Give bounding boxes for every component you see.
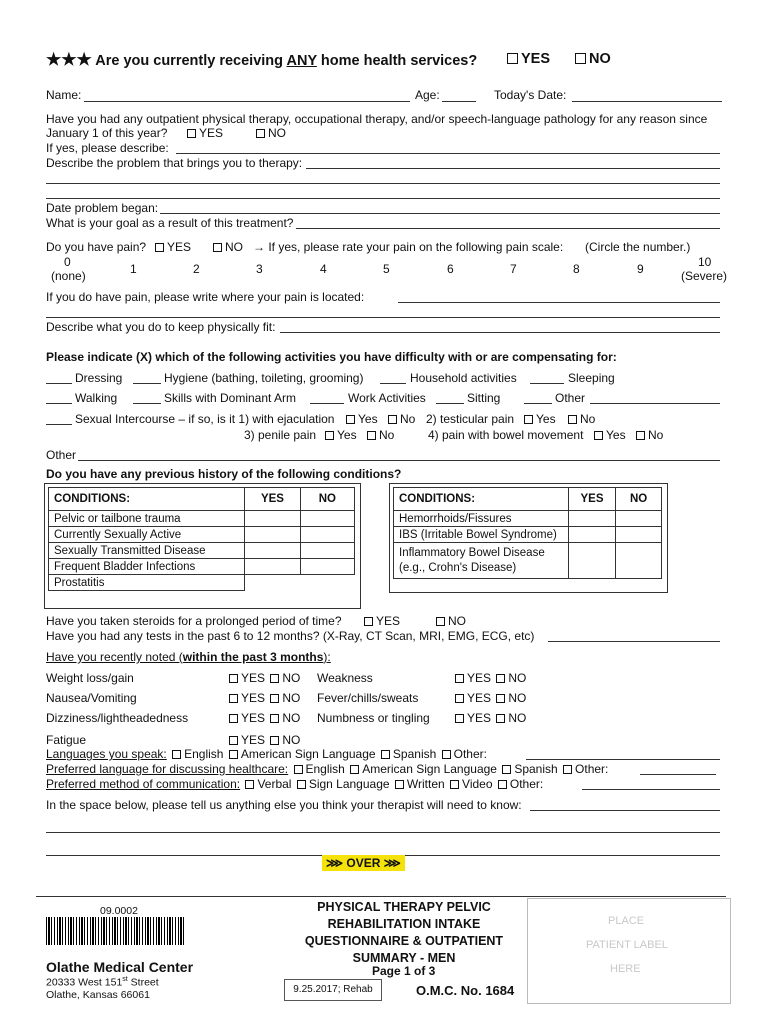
checkbox-icon[interactable]	[364, 617, 373, 626]
pain-scale-5[interactable]: 5	[383, 262, 390, 276]
no-cell[interactable]	[616, 543, 662, 579]
testicular-label: 2) testicular pain	[426, 412, 515, 426]
sleeping-label: Sleeping	[568, 371, 615, 385]
languages-speak-label: Languages you speak:	[46, 747, 167, 761]
goal-field[interactable]	[296, 228, 720, 229]
label-patient: PATIENT LABEL	[586, 939, 668, 951]
describe-problem-line[interactable]	[46, 183, 720, 184]
prior-therapy-question: Have you had any outpatient physical therapy, occupational therapy, and/or speech-language pathology for any reason since	[46, 112, 708, 126]
yes-label: Yes	[606, 428, 626, 442]
form-title	[282, 899, 526, 967]
omc-number: O.M.C. No. 1684	[416, 983, 515, 998]
table-row	[49, 559, 355, 575]
checkbox-icon[interactable]	[496, 714, 505, 723]
checkbox-icon[interactable]	[294, 765, 303, 774]
date-rehab-box: 9.25.2017; Rehab	[284, 979, 382, 1001]
pain-scale-2[interactable]: 2	[193, 262, 200, 276]
label-place: PLACE	[608, 915, 645, 927]
name-field[interactable]	[84, 101, 410, 102]
goal-label: What is your goal as a result of this treatment?	[46, 216, 294, 230]
condition-name: Hemorrhoids/Fissures	[394, 511, 569, 527]
no-label: NO	[282, 711, 301, 725]
checkbox-icon[interactable]	[245, 780, 254, 789]
pain-scale-9[interactable]: 9	[637, 262, 644, 276]
pain-location-line[interactable]	[46, 317, 720, 318]
discuss-language-label: Preferred language for discussing healthcare:	[46, 762, 289, 776]
col-no: NO	[300, 488, 354, 511]
no-cell[interactable]	[300, 559, 354, 575]
checkbox-icon[interactable]	[395, 780, 404, 789]
no-cell[interactable]	[300, 527, 354, 543]
symptom-label: Dizziness/lightheadedness	[46, 711, 189, 725]
asl-option: American Sign Language	[240, 747, 376, 761]
date-began-label: Date problem began:	[46, 201, 159, 215]
no-label: NO	[282, 733, 301, 747]
stars-icon: ★★★	[46, 50, 92, 69]
checkbox-icon[interactable]	[455, 674, 464, 683]
question-text: Are you currently receiving	[95, 53, 287, 69]
anything-else-label: In the space below, please tell us anything else you think your therapist will need to know:	[46, 798, 522, 812]
checkbox-icon[interactable]	[187, 129, 196, 138]
form-code: 09.0002	[100, 905, 138, 917]
prior-therapy-yes[interactable]	[185, 126, 223, 140]
sitting-label: Sitting	[467, 391, 501, 405]
penile-no[interactable]	[365, 428, 394, 442]
condition-name: Pelvic or tailbone trauma	[49, 511, 245, 527]
symptom-yes-no[interactable]	[453, 711, 526, 725]
work-label: Work Activities	[348, 391, 426, 405]
pain-scale-0[interactable]: 0	[64, 255, 71, 269]
keep-fit-label: Describe what you do to keep physically fit:	[46, 320, 276, 334]
dressing-label: Dressing	[75, 371, 123, 385]
yes-cell[interactable]	[568, 527, 615, 543]
describe-if-yes-field[interactable]	[176, 153, 720, 154]
barcode-image	[46, 917, 186, 945]
walking-blank[interactable]	[46, 403, 72, 404]
checkbox-icon[interactable]	[507, 53, 518, 64]
hygiene-label: Hygiene (bathing, toileting, grooming)	[164, 371, 364, 385]
no-label: NO	[448, 614, 466, 628]
work-blank[interactable]	[310, 403, 344, 404]
condition-name: Sexually Transmitted Disease	[49, 543, 245, 559]
sleeping-blank[interactable]	[530, 383, 564, 384]
checkbox-icon[interactable]	[172, 750, 181, 759]
col-yes: YES	[245, 488, 300, 511]
prior-therapy-no[interactable]	[254, 126, 286, 140]
describe-problem-line[interactable]	[46, 198, 720, 199]
since-jan-text: January 1 of this year?	[46, 126, 168, 140]
yes-label: YES	[467, 711, 492, 725]
checkbox-icon[interactable]	[350, 765, 359, 774]
yes-label: YES	[241, 691, 266, 705]
bowel-no[interactable]	[634, 428, 663, 442]
yes-cell[interactable]	[568, 543, 615, 579]
yes-cell[interactable]	[568, 511, 615, 527]
symptom-yes-no[interactable]	[453, 691, 526, 705]
yes-label: YES	[376, 614, 401, 628]
checkbox-icon[interactable]	[496, 674, 505, 683]
org-name: Olathe Medical Center	[46, 959, 194, 975]
steroids-no[interactable]	[434, 614, 466, 628]
checkbox-icon[interactable]	[524, 415, 533, 424]
prior-therapy-question-2	[46, 126, 167, 140]
penile-yes[interactable]	[323, 428, 357, 442]
table-row	[49, 527, 355, 543]
no-label: No	[379, 428, 395, 442]
languages-other-field[interactable]	[526, 759, 720, 760]
arrows-right-icon: ⋙	[326, 856, 344, 870]
col-conditions: CONDITIONS:	[394, 488, 569, 511]
dressing-blank[interactable]	[46, 383, 72, 384]
condition-name: Frequent Bladder Infections	[49, 559, 245, 575]
question-any: ANY	[286, 53, 317, 69]
anything-else-line[interactable]	[46, 832, 720, 833]
steroids-question: Have you taken steroids for a prolonged period of time?	[46, 614, 342, 628]
discuss-language-row	[46, 762, 608, 776]
pain-location-field[interactable]	[398, 302, 720, 303]
english-option: English	[305, 762, 345, 776]
condition-name-line2: (e.g., Crohn's Disease)	[399, 561, 517, 574]
conditions-table-left	[48, 487, 355, 591]
org-address-1	[46, 976, 159, 989]
written-option: Written	[406, 777, 445, 791]
communication-row	[46, 777, 543, 791]
other-option: Other:	[453, 747, 487, 761]
checkbox-icon[interactable]	[575, 53, 586, 64]
checkbox-icon[interactable]	[229, 714, 238, 723]
no-label: NO	[282, 691, 301, 705]
symptom-yes-no[interactable]	[227, 711, 300, 725]
question-text-post: home health services?	[316, 53, 478, 69]
col-conditions: CONDITIONS:	[49, 488, 245, 511]
checkbox-icon[interactable]	[346, 415, 355, 424]
pain-scale-8[interactable]: 8	[573, 262, 580, 276]
yes-label: YES	[167, 240, 192, 254]
recent-heading-post: ):	[323, 650, 331, 664]
checkbox-icon[interactable]	[594, 431, 603, 440]
pain-yes[interactable]	[153, 240, 191, 254]
symptom-yes-no[interactable]	[227, 691, 300, 705]
yes-label: YES	[241, 671, 266, 685]
recent-heading-bold: within the past 3 months	[182, 650, 324, 664]
name-label: Name:	[46, 88, 82, 102]
no-label: NO	[589, 51, 611, 67]
video-option: Video	[462, 777, 493, 791]
empty-cell	[245, 575, 300, 591]
sign-option: Sign Language	[308, 777, 390, 791]
pain-none-label: (none)	[51, 269, 86, 283]
table-row	[49, 511, 355, 527]
checkbox-icon[interactable]	[229, 736, 238, 745]
checkbox-icon[interactable]	[442, 750, 451, 759]
symptom-yes-no[interactable]	[453, 671, 526, 685]
other-activity-label: Other	[46, 448, 77, 462]
checkbox-icon[interactable]	[229, 674, 238, 683]
no-label: NO	[508, 691, 527, 705]
conditions-table-right	[393, 487, 662, 579]
symptom-yes-no[interactable]	[227, 671, 300, 685]
checkbox-icon[interactable]	[498, 780, 507, 789]
checkbox-icon[interactable]	[270, 674, 279, 683]
checkbox-icon[interactable]	[563, 765, 572, 774]
yes-cell[interactable]	[245, 559, 300, 575]
keep-fit-field[interactable]	[280, 332, 720, 333]
other-option: Other:	[509, 777, 544, 791]
other-activity-field[interactable]	[78, 460, 720, 461]
checkbox-icon[interactable]	[229, 750, 238, 759]
pain-scale-3[interactable]: 3	[256, 262, 263, 276]
describe-problem-field[interactable]	[306, 168, 720, 169]
sitting-blank[interactable]	[436, 403, 464, 404]
yes-cell[interactable]	[245, 511, 300, 527]
pain-scale-1[interactable]: 1	[130, 262, 137, 276]
arrows-right-icon: ⋙	[383, 856, 401, 870]
steroids-yes[interactable]	[362, 614, 400, 628]
checkbox-icon[interactable]	[229, 694, 238, 703]
symptom-yes-no[interactable]	[227, 733, 300, 747]
checkbox-icon[interactable]	[381, 750, 390, 759]
checkbox-icon[interactable]	[325, 431, 334, 440]
yes-label: YES	[467, 691, 492, 705]
checkbox-icon[interactable]	[297, 780, 306, 789]
checkbox-icon[interactable]	[155, 243, 164, 252]
spanish-option: Spanish	[514, 762, 558, 776]
home-health-question	[46, 50, 477, 70]
table-row	[394, 527, 662, 543]
title-line: SUMMARY - MEN	[352, 951, 456, 965]
condition-name: IBS (Irritable Bowel Syndrome)	[394, 527, 569, 543]
tests-field[interactable]	[548, 641, 720, 642]
other-label: Other	[555, 391, 586, 405]
sexual-blank[interactable]	[46, 424, 72, 425]
condition-name	[394, 543, 569, 579]
household-label: Household activities	[410, 371, 517, 385]
no-cell[interactable]	[616, 527, 662, 543]
no-cell[interactable]	[616, 511, 662, 527]
communication-label: Preferred method of communication:	[46, 777, 241, 791]
conditions-heading: Do you have any previous history of the following conditions?	[46, 467, 402, 481]
condition-name: Prostatitis	[49, 575, 245, 591]
pain-severe-label: (Severe)	[681, 269, 728, 283]
date-field[interactable]	[572, 101, 722, 102]
activities-heading: Please indicate (X) which of the following activities you have difficulty with or are compensating for:	[46, 350, 617, 364]
no-cell[interactable]	[300, 543, 354, 559]
pain-rate-text: → If yes, please rate your pain on the following pain scale:	[253, 240, 564, 254]
describe-if-yes-label: If yes, please describe:	[46, 141, 169, 155]
pain-location-label: If you do have pain, please write where your pain is located:	[46, 290, 365, 304]
no-label: NO	[268, 126, 286, 140]
checkbox-icon[interactable]	[270, 714, 279, 723]
yes-label: YES	[467, 671, 492, 685]
languages-speak-row	[46, 747, 487, 761]
recent-heading-pre: Have you recently noted (	[46, 650, 183, 664]
date-label: Today's Date:	[494, 88, 567, 102]
bowel-label: 4) pain with bowel movement	[428, 428, 584, 442]
symptom-label: Nausea/Vomiting	[46, 691, 137, 705]
symptom-label: Numbness or tingling	[317, 711, 430, 725]
other-option: Other:	[575, 762, 609, 776]
testicular-no[interactable]	[566, 412, 595, 426]
no-label: NO	[508, 671, 527, 685]
org-address-2: Olathe, Kansas 66061	[46, 989, 150, 1001]
pain-no[interactable]	[211, 240, 243, 254]
sexual-label: Sexual Intercourse – if so, is it 1) with ejaculation	[75, 412, 335, 426]
checkbox-icon[interactable]	[568, 415, 577, 424]
penile-label: 3) penile pain	[244, 428, 317, 442]
date-began-field[interactable]	[160, 213, 720, 214]
checkbox-icon[interactable]	[256, 129, 265, 138]
checkbox-icon[interactable]	[436, 617, 445, 626]
communication-other-field[interactable]	[582, 789, 720, 790]
title-line: REHABILITATION INTAKE	[327, 917, 481, 931]
symptom-label: Fatigue	[46, 733, 87, 747]
household-blank[interactable]	[380, 383, 406, 384]
other-field[interactable]	[590, 403, 720, 404]
no-label: NO	[225, 240, 243, 254]
english-option: English	[184, 747, 224, 761]
col-yes: YES	[568, 488, 615, 511]
address-street-post: Street	[127, 976, 159, 989]
symptom-label: Weakness	[317, 671, 373, 685]
pain-scale-4[interactable]: 4	[320, 262, 327, 276]
pain-question: Do you have pain?	[46, 240, 147, 254]
ejaculation-no[interactable]	[386, 412, 415, 426]
page-number: Page 1 of 3	[372, 964, 436, 978]
no-label: No	[400, 412, 416, 426]
yes-label: YES	[521, 51, 551, 67]
address-sup: st	[122, 976, 128, 983]
checkbox-icon[interactable]	[502, 765, 511, 774]
hygiene-blank[interactable]	[133, 383, 161, 384]
discuss-other-field[interactable]	[640, 774, 716, 775]
condition-name: Currently Sexually Active	[49, 527, 245, 543]
skills-blank[interactable]	[133, 403, 161, 404]
pain-scale-10[interactable]: 10	[698, 255, 712, 269]
yes-cell[interactable]	[245, 543, 300, 559]
title-line: QUESTIONNAIRE & OUTPATIENT	[304, 934, 504, 948]
home-health-no[interactable]	[573, 51, 611, 67]
checkbox-icon[interactable]	[455, 714, 464, 723]
patient-label-area[interactable]	[527, 898, 731, 1004]
pain-scale-6[interactable]: 6	[447, 262, 454, 276]
no-label: No	[648, 428, 664, 442]
anything-else-field[interactable]	[530, 810, 720, 811]
over-indicator	[322, 855, 405, 871]
footer-divider	[36, 896, 726, 897]
age-field[interactable]	[442, 101, 476, 102]
address-street: 20333 West 151	[46, 976, 123, 989]
no-label: No	[580, 412, 596, 426]
yes-cell[interactable]	[245, 527, 300, 543]
other-blank[interactable]	[524, 403, 552, 404]
describe-problem-label: Describe the problem that brings you to therapy:	[46, 156, 303, 170]
no-cell[interactable]	[300, 511, 354, 527]
checkbox-icon[interactable]	[496, 694, 505, 703]
empty-cell	[300, 575, 354, 591]
no-label: NO	[282, 671, 301, 685]
checkbox-icon[interactable]	[213, 243, 222, 252]
table-row	[394, 511, 662, 527]
table-row	[394, 543, 662, 579]
checkbox-icon[interactable]	[455, 694, 464, 703]
checkbox-icon[interactable]	[388, 415, 397, 424]
yes-label: YES	[241, 733, 266, 747]
symptom-label: Fever/chills/sweats	[317, 691, 419, 705]
spanish-option: Spanish	[392, 747, 437, 761]
checkbox-icon[interactable]	[270, 736, 279, 745]
condition-name-line1: Inflammatory Bowel Disease	[399, 546, 545, 559]
recent-heading	[46, 650, 331, 664]
ejaculation-yes[interactable]	[344, 412, 378, 426]
checkbox-icon[interactable]	[450, 780, 459, 789]
walking-label: Walking	[75, 391, 118, 405]
circle-number-text: (Circle the number.)	[585, 240, 691, 254]
yes-label: YES	[241, 711, 266, 725]
home-health-yes[interactable]	[505, 51, 550, 67]
col-no: NO	[616, 488, 662, 511]
verbal-option: Verbal	[257, 777, 292, 791]
bowel-yes[interactable]	[592, 428, 626, 442]
age-label: Age:	[415, 88, 440, 102]
symptom-label: Weight loss/gain	[46, 671, 134, 685]
pain-scale-7[interactable]: 7	[510, 262, 517, 276]
table-row	[49, 543, 355, 559]
checkbox-icon[interactable]	[367, 431, 376, 440]
over-label: OVER	[346, 856, 381, 870]
checkbox-icon[interactable]	[270, 694, 279, 703]
yes-label: Yes	[337, 428, 357, 442]
checkbox-icon[interactable]	[636, 431, 645, 440]
yes-label: YES	[199, 126, 224, 140]
yes-label: Yes	[358, 412, 378, 426]
title-line: PHYSICAL THERAPY PELVIC	[317, 900, 491, 914]
yes-label: Yes	[536, 412, 556, 426]
label-here: HERE	[610, 963, 641, 975]
testicular-yes[interactable]	[522, 412, 556, 426]
asl-option: American Sign Language	[362, 762, 497, 776]
tests-question: Have you had any tests in the past 6 to 12 months? (X-Ray, CT Scan, MRI, EMG, ECG, etc)	[46, 629, 535, 643]
skills-label: Skills with Dominant Arm	[164, 391, 297, 405]
table-row	[49, 575, 355, 591]
no-label: NO	[508, 711, 527, 725]
